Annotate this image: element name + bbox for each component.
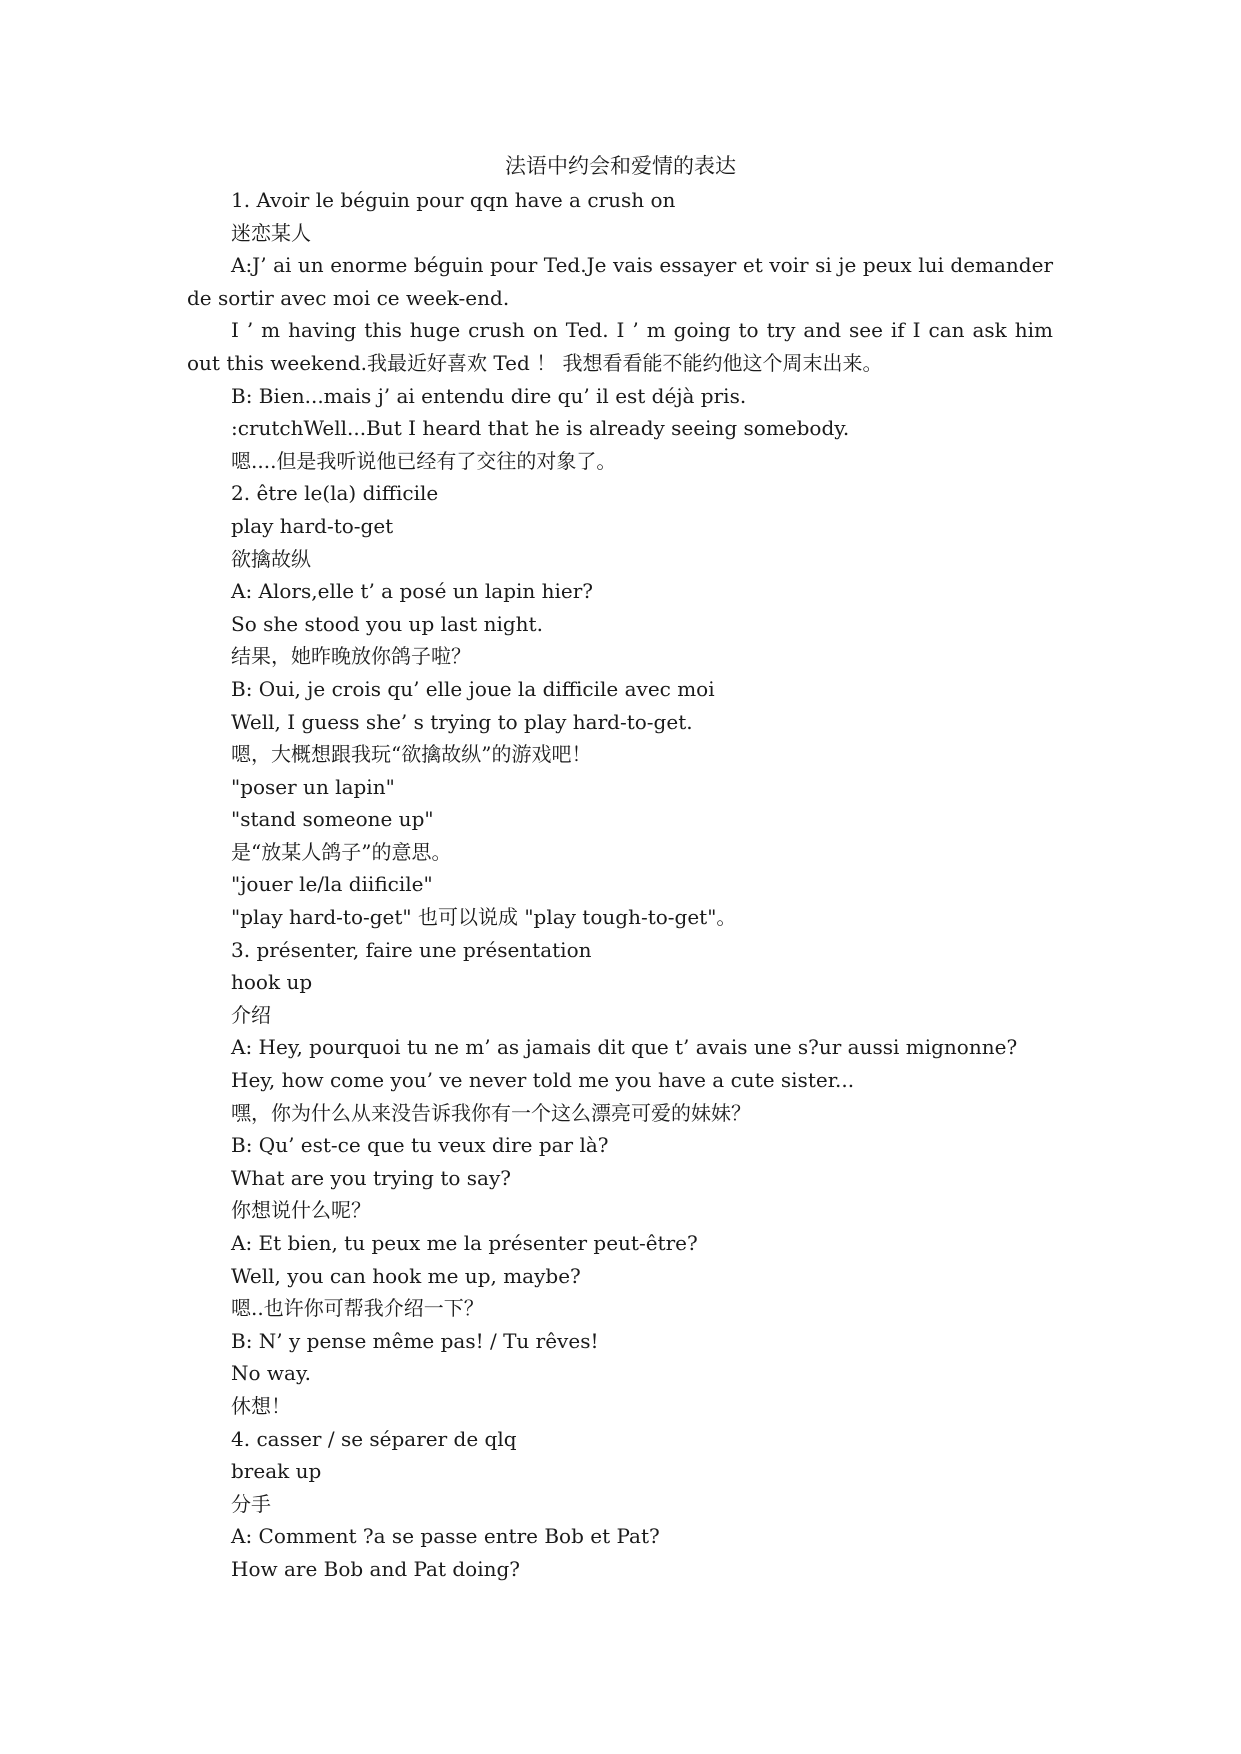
text-line: break up — [231, 1459, 322, 1484]
text-line: 嗯，大概想跟我玩“欲擒故纵”的游戏吧！ — [231, 742, 592, 767]
text-line: 嗯....但是我听说他已经有了交往的对象了。 — [231, 448, 617, 473]
section-heading: 2. être le(la) difficile — [231, 481, 439, 506]
text-paragraph: A:J’ ai un enorme béguin pour Ted.Je vais essayer et voir si je peux lui demander de sortir avec moi ce week-end. — [187, 253, 1053, 310]
text-line: A: Et bien, tu peux me la présenter peut-être? — [231, 1231, 698, 1255]
document-title: 法语中约会和爱情的表达 — [505, 154, 736, 178]
text-line: 分手 — [231, 1491, 271, 1516]
text-line: B: Oui, je crois qu’ elle joue la difficile avec moi — [231, 676, 715, 701]
text-line: 休想！ — [231, 1393, 291, 1418]
text-line: B: N’ y pense même pas! / Tu rêves! — [231, 1328, 599, 1353]
text-line: play hard-to-get — [231, 513, 394, 538]
text-line: :crutchWell...But I heard that he is already seeing somebody. — [231, 416, 850, 441]
text-line: 嘿，你为什么从来没告诉我你有一个这么漂亮可爱的妹妹？ — [231, 1100, 751, 1125]
text-line: "jouer le/la diificile" — [231, 872, 433, 897]
text-line: Well, you can hook me up, maybe? — [231, 1263, 581, 1288]
text-line: "poser un lapin" — [231, 774, 395, 799]
text-line: No way. — [231, 1361, 311, 1386]
text-line: 你想说什么呢？ — [231, 1198, 371, 1223]
text-line: 介绍 — [231, 1002, 271, 1027]
text-line: "play hard-to-get" 也可以说成 "play tough-to-get"。 — [231, 905, 737, 930]
text-line: A: Hey, pourquoi tu ne m’ as jamais dit que t’ avais une s?ur aussi mignonne? — [231, 1035, 1018, 1060]
text-line: B: Bien...mais j’ ai entendu dire qu’ il est déjà pris. — [231, 383, 747, 408]
text-line: 迷恋某人 — [231, 220, 311, 245]
text-line: What are you trying to say? — [231, 1165, 511, 1190]
text-line: Well, I guess she’ s trying to play hard-to-get. — [231, 709, 693, 734]
text-line: How are Bob and Pat doing? — [231, 1556, 521, 1581]
section-heading: 3. présenter, faire une présentation — [231, 937, 592, 962]
text-line: 嗯..也许你可帮我介绍一下？ — [231, 1296, 484, 1321]
text-line: 欲擒故纵 — [231, 546, 311, 571]
text-line: B: Qu’ est-ce que tu veux dire par là? — [231, 1133, 609, 1158]
text-line: Hey, how come you’ ve never told me you have a cute sister... — [231, 1068, 855, 1093]
section-heading: 4. casser / se séparer de qlq — [231, 1426, 517, 1451]
text-line: So she stood you up last night. — [231, 611, 543, 636]
text-line: 是“放某人鸽子”的意思。 — [231, 839, 452, 864]
text-paragraph: I ’ m having this huge crush on Ted. I ’ m going to try and see if I can ask him out this weekend.我最近好喜欢 Ted ！ 我想看看能不能约他这个周末出来。 — [187, 318, 1053, 375]
text-line: "stand someone up" — [231, 807, 434, 832]
text-line: 结果，她昨晚放你鸽子啦？ — [231, 644, 471, 669]
document-body — [187, 184, 1053, 1586]
text-line: A: Comment ?a se passe entre Bob et Pat? — [231, 1524, 660, 1549]
text-line: A: Alors,elle t’ a posé un lapin hier? — [231, 579, 594, 604]
section-heading: 1. Avoir le béguin pour qqn have a crush on — [231, 188, 676, 212]
text-line: hook up — [231, 970, 313, 995]
